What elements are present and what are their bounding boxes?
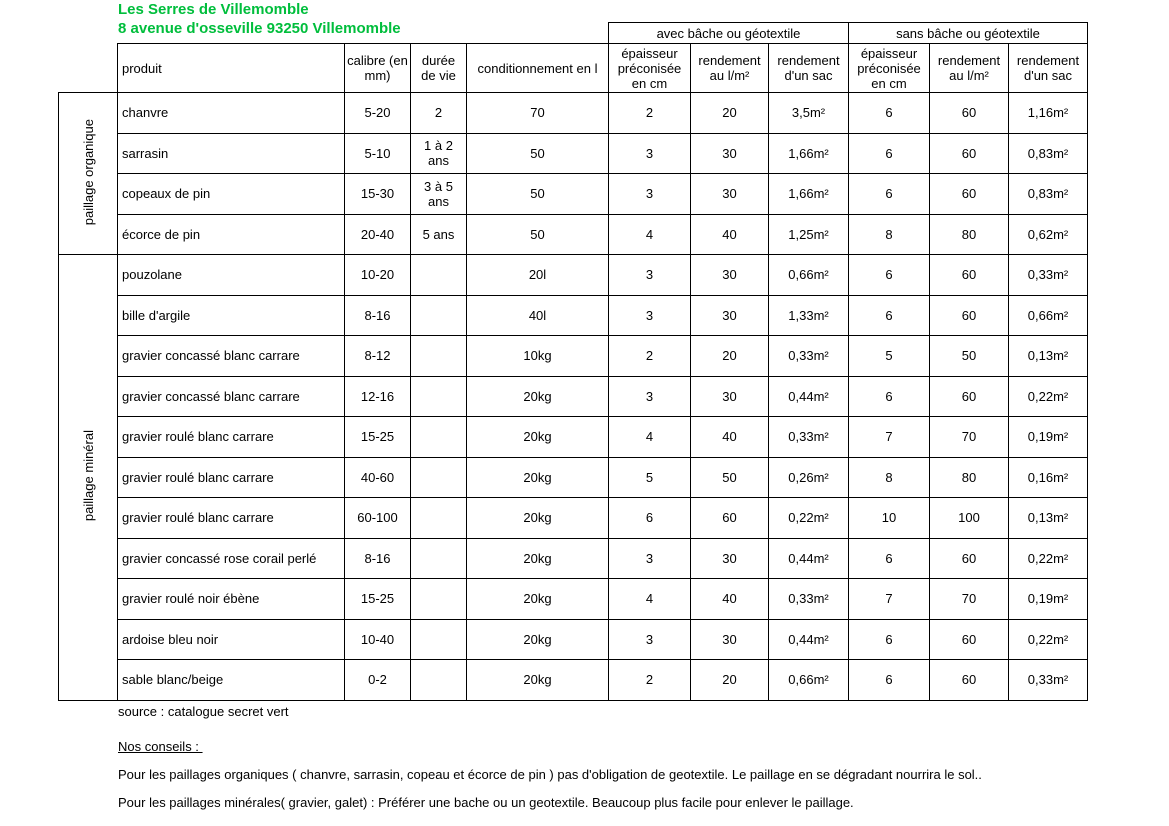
cell-duree-de-vie <box>411 295 467 336</box>
col-header-duree-de-vie: durée de vie <box>411 44 467 93</box>
cell-produit: écorce de pin <box>118 214 345 255</box>
cell-rendement-l-avec: 40 <box>691 579 769 620</box>
cell-calibre: 10-20 <box>345 255 411 296</box>
cell-produit: gravier concassé rose corail perlé <box>118 538 345 579</box>
table-row <box>59 498 1088 539</box>
cell-produit: gravier roulé noir ébène <box>118 579 345 620</box>
cell-calibre: 15-25 <box>345 417 411 458</box>
cell-rendement-sac-sans: 0,66m² <box>1009 295 1088 336</box>
cell-conditionnement: 40l <box>467 295 609 336</box>
cell-rendement-sac-avec: 1,25m² <box>769 214 849 255</box>
cell-produit: gravier roulé blanc carrare <box>118 417 345 458</box>
cell-duree-de-vie <box>411 579 467 620</box>
cell-calibre: 40-60 <box>345 457 411 498</box>
table-row <box>59 336 1088 377</box>
cell-rendement-l-sans: 70 <box>930 579 1009 620</box>
cell-rendement-sac-sans: 0,33m² <box>1009 255 1088 296</box>
cell-rendement-l-avec: 40 <box>691 214 769 255</box>
cell-conditionnement: 20kg <box>467 660 609 701</box>
cell-epaisseur-sans: 6 <box>849 660 930 701</box>
cell-conditionnement: 50 <box>467 214 609 255</box>
cell-rendement-sac-avec: 0,22m² <box>769 498 849 539</box>
cell-rendement-l-sans: 100 <box>930 498 1009 539</box>
cell-rendement-sac-avec: 0,66m² <box>769 255 849 296</box>
cell-epaisseur-avec: 2 <box>609 93 691 134</box>
row-group-label-text: paillage organique <box>80 118 96 226</box>
cell-rendement-l-sans: 60 <box>930 174 1009 215</box>
cell-produit: pouzolane <box>118 255 345 296</box>
cell-duree-de-vie: 5 ans <box>411 214 467 255</box>
cell-rendement-sac-avec: 1,66m² <box>769 174 849 215</box>
cell-epaisseur-sans: 6 <box>849 619 930 660</box>
cell-calibre: 20-40 <box>345 214 411 255</box>
col-header-rendement-sac-avec: rendement d'un sac <box>769 44 849 93</box>
cell-rendement-l-sans: 80 <box>930 457 1009 498</box>
cell-conditionnement: 20kg <box>467 376 609 417</box>
cell-conditionnement: 20kg <box>467 498 609 539</box>
cell-epaisseur-sans: 8 <box>849 457 930 498</box>
cell-rendement-l-avec: 30 <box>691 174 769 215</box>
cell-rendement-sac-avec: 1,33m² <box>769 295 849 336</box>
cell-duree-de-vie <box>411 538 467 579</box>
col-header-epaisseur-avec: épaisseur préconisée en cm <box>609 44 691 93</box>
table-row <box>59 538 1088 579</box>
row-group-label <box>59 255 118 701</box>
table-row <box>59 214 1088 255</box>
cell-rendement-sac-sans: 0,22m² <box>1009 538 1088 579</box>
cell-conditionnement: 10kg <box>467 336 609 377</box>
cell-rendement-l-sans: 60 <box>930 376 1009 417</box>
cell-epaisseur-sans: 6 <box>849 133 930 174</box>
cell-epaisseur-avec: 4 <box>609 417 691 458</box>
cell-rendement-sac-sans: 0,19m² <box>1009 579 1088 620</box>
group-header-row <box>59 23 1088 44</box>
cell-rendement-sac-avec: 0,44m² <box>769 619 849 660</box>
cell-epaisseur-sans: 5 <box>849 336 930 377</box>
cell-epaisseur-sans: 6 <box>849 295 930 336</box>
cell-rendement-l-sans: 60 <box>930 538 1009 579</box>
cell-conditionnement: 20l <box>467 255 609 296</box>
table-row <box>59 93 1088 134</box>
column-header-row <box>59 44 1088 93</box>
cell-epaisseur-avec: 6 <box>609 498 691 539</box>
cell-epaisseur-avec: 5 <box>609 457 691 498</box>
cell-conditionnement: 20kg <box>467 538 609 579</box>
row-group-label <box>59 93 118 255</box>
cell-epaisseur-avec: 3 <box>609 133 691 174</box>
cell-rendement-sac-avec: 0,33m² <box>769 579 849 620</box>
table-row <box>59 133 1088 174</box>
cell-epaisseur-avec: 3 <box>609 538 691 579</box>
group-header-sans-bache: sans bâche ou géotextile <box>849 23 1088 44</box>
cell-rendement-sac-avec: 0,33m² <box>769 417 849 458</box>
cell-duree-de-vie <box>411 457 467 498</box>
col-header-rendement-sac-sans: rendement d'un sac <box>1009 44 1088 93</box>
cell-epaisseur-sans: 7 <box>849 417 930 458</box>
cell-rendement-l-sans: 80 <box>930 214 1009 255</box>
col-header-epaisseur-sans: épaisseur préconisée en cm <box>849 44 930 93</box>
cell-rendement-sac-sans: 0,83m² <box>1009 133 1088 174</box>
header-spacer <box>59 23 609 44</box>
company-name: Les Serres de Villemomble <box>118 1 309 18</box>
cell-conditionnement: 70 <box>467 93 609 134</box>
table-body <box>59 93 1088 701</box>
cell-produit: chanvre <box>118 93 345 134</box>
cell-produit: bille d'argile <box>118 295 345 336</box>
cell-rendement-sac-sans: 0,22m² <box>1009 619 1088 660</box>
cell-rendement-sac-sans: 0,22m² <box>1009 376 1088 417</box>
cell-calibre: 5-20 <box>345 93 411 134</box>
cell-epaisseur-avec: 3 <box>609 174 691 215</box>
table-row <box>59 457 1088 498</box>
cell-conditionnement: 50 <box>467 174 609 215</box>
cell-epaisseur-avec: 3 <box>609 619 691 660</box>
cell-rendement-l-avec: 30 <box>691 295 769 336</box>
cell-duree-de-vie <box>411 417 467 458</box>
table-row <box>59 376 1088 417</box>
table-row <box>59 255 1088 296</box>
cell-rendement-l-avec: 50 <box>691 457 769 498</box>
cell-calibre: 8-16 <box>345 538 411 579</box>
cell-calibre: 12-16 <box>345 376 411 417</box>
advice-heading: Nos conseils : <box>118 739 203 754</box>
table-row <box>59 174 1088 215</box>
cell-rendement-l-avec: 40 <box>691 417 769 458</box>
cell-calibre: 60-100 <box>345 498 411 539</box>
cell-epaisseur-sans: 7 <box>849 579 930 620</box>
cell-rendement-l-sans: 50 <box>930 336 1009 377</box>
cell-calibre: 15-30 <box>345 174 411 215</box>
header-spacer <box>59 44 118 93</box>
cell-epaisseur-avec: 4 <box>609 579 691 620</box>
cell-produit: sable blanc/beige <box>118 660 345 701</box>
cell-conditionnement: 50 <box>467 133 609 174</box>
cell-duree-de-vie: 2 <box>411 93 467 134</box>
cell-calibre: 10-40 <box>345 619 411 660</box>
cell-rendement-l-avec: 30 <box>691 255 769 296</box>
cell-produit: gravier concassé blanc carrare <box>118 336 345 377</box>
cell-calibre: 8-12 <box>345 336 411 377</box>
cell-rendement-sac-sans: 0,62m² <box>1009 214 1088 255</box>
cell-produit: gravier concassé blanc carrare <box>118 376 345 417</box>
cell-rendement-l-avec: 20 <box>691 336 769 377</box>
col-header-conditionnement: conditionnement en l <box>467 44 609 93</box>
cell-rendement-sac-avec: 0,44m² <box>769 376 849 417</box>
cell-epaisseur-sans: 10 <box>849 498 930 539</box>
cell-epaisseur-sans: 6 <box>849 255 930 296</box>
cell-rendement-l-sans: 60 <box>930 295 1009 336</box>
cell-rendement-l-avec: 30 <box>691 376 769 417</box>
group-header-avec-bache: avec bâche ou géotextile <box>609 23 849 44</box>
col-header-rendement-l-sans: rendement au l/m² <box>930 44 1009 93</box>
cell-rendement-sac-sans: 1,16m² <box>1009 93 1088 134</box>
cell-rendement-l-sans: 60 <box>930 660 1009 701</box>
cell-rendement-l-sans: 70 <box>930 417 1009 458</box>
col-header-rendement-l-avec: rendement au l/m² <box>691 44 769 93</box>
cell-rendement-sac-avec: 0,44m² <box>769 538 849 579</box>
col-header-produit: produit <box>118 44 345 93</box>
table-row <box>59 660 1088 701</box>
cell-epaisseur-sans: 8 <box>849 214 930 255</box>
cell-epaisseur-avec: 3 <box>609 295 691 336</box>
cell-produit: sarrasin <box>118 133 345 174</box>
cell-epaisseur-avec: 3 <box>609 376 691 417</box>
advice-organic: Pour les paillages organiques ( chanvre, sarrasin, copeau et écorce de pin ) pas d'obligation de geotextile. Le paillage en se dégradant nourrira le sol.. <box>118 767 982 782</box>
cell-rendement-sac-sans: 0,13m² <box>1009 498 1088 539</box>
cell-rendement-l-avec: 20 <box>691 660 769 701</box>
row-group-label-text: paillage minéral <box>80 430 96 522</box>
cell-duree-de-vie <box>411 255 467 296</box>
cell-epaisseur-avec: 2 <box>609 336 691 377</box>
paillage-table <box>58 22 1088 701</box>
table-row <box>59 295 1088 336</box>
cell-rendement-l-avec: 60 <box>691 498 769 539</box>
cell-epaisseur-sans: 6 <box>849 174 930 215</box>
cell-epaisseur-sans: 6 <box>849 93 930 134</box>
cell-calibre: 15-25 <box>345 579 411 620</box>
cell-rendement-sac-avec: 1,66m² <box>769 133 849 174</box>
advice-mineral: Pour les paillages minérales( gravier, galet) : Préférer une bache ou un geotextile. Beaucoup plus facile pour enlever le paillage. <box>118 795 854 810</box>
cell-rendement-l-avec: 30 <box>691 619 769 660</box>
cell-calibre: 5-10 <box>345 133 411 174</box>
cell-rendement-l-sans: 60 <box>930 93 1009 134</box>
table-row <box>59 417 1088 458</box>
cell-duree-de-vie <box>411 376 467 417</box>
cell-rendement-sac-sans: 0,13m² <box>1009 336 1088 377</box>
cell-rendement-l-avec: 30 <box>691 538 769 579</box>
cell-epaisseur-sans: 6 <box>849 538 930 579</box>
cell-rendement-sac-sans: 0,19m² <box>1009 417 1088 458</box>
cell-duree-de-vie <box>411 619 467 660</box>
cell-rendement-sac-avec: 0,26m² <box>769 457 849 498</box>
table-row <box>59 579 1088 620</box>
cell-epaisseur-avec: 3 <box>609 255 691 296</box>
cell-rendement-l-sans: 60 <box>930 133 1009 174</box>
cell-produit: ardoise bleu noir <box>118 619 345 660</box>
cell-rendement-l-sans: 60 <box>930 255 1009 296</box>
cell-conditionnement: 20kg <box>467 579 609 620</box>
cell-produit: gravier roulé blanc carrare <box>118 498 345 539</box>
cell-calibre: 8-16 <box>345 295 411 336</box>
cell-rendement-sac-sans: 0,83m² <box>1009 174 1088 215</box>
cell-epaisseur-sans: 6 <box>849 376 930 417</box>
cell-produit: copeaux de pin <box>118 174 345 215</box>
cell-duree-de-vie <box>411 498 467 539</box>
cell-conditionnement: 20kg <box>467 457 609 498</box>
cell-duree-de-vie: 3 à 5 ans <box>411 174 467 215</box>
cell-rendement-l-avec: 30 <box>691 133 769 174</box>
cell-duree-de-vie: 1 à 2 ans <box>411 133 467 174</box>
cell-rendement-sac-avec: 3,5m² <box>769 93 849 134</box>
cell-rendement-l-sans: 60 <box>930 619 1009 660</box>
cell-calibre: 0-2 <box>345 660 411 701</box>
cell-duree-de-vie <box>411 660 467 701</box>
cell-rendement-sac-avec: 0,33m² <box>769 336 849 377</box>
cell-conditionnement: 20kg <box>467 417 609 458</box>
cell-rendement-l-avec: 20 <box>691 93 769 134</box>
cell-rendement-sac-avec: 0,66m² <box>769 660 849 701</box>
cell-rendement-sac-sans: 0,33m² <box>1009 660 1088 701</box>
cell-epaisseur-avec: 2 <box>609 660 691 701</box>
company-address: 8 avenue d'osseville 93250 Villemomble <box>118 20 401 37</box>
cell-conditionnement: 20kg <box>467 619 609 660</box>
cell-duree-de-vie <box>411 336 467 377</box>
table-row <box>59 619 1088 660</box>
col-header-calibre: calibre (en mm) <box>345 44 411 93</box>
cell-rendement-sac-sans: 0,16m² <box>1009 457 1088 498</box>
cell-produit: gravier roulé blanc carrare <box>118 457 345 498</box>
cell-epaisseur-avec: 4 <box>609 214 691 255</box>
source-note: source : catalogue secret vert <box>118 704 289 719</box>
